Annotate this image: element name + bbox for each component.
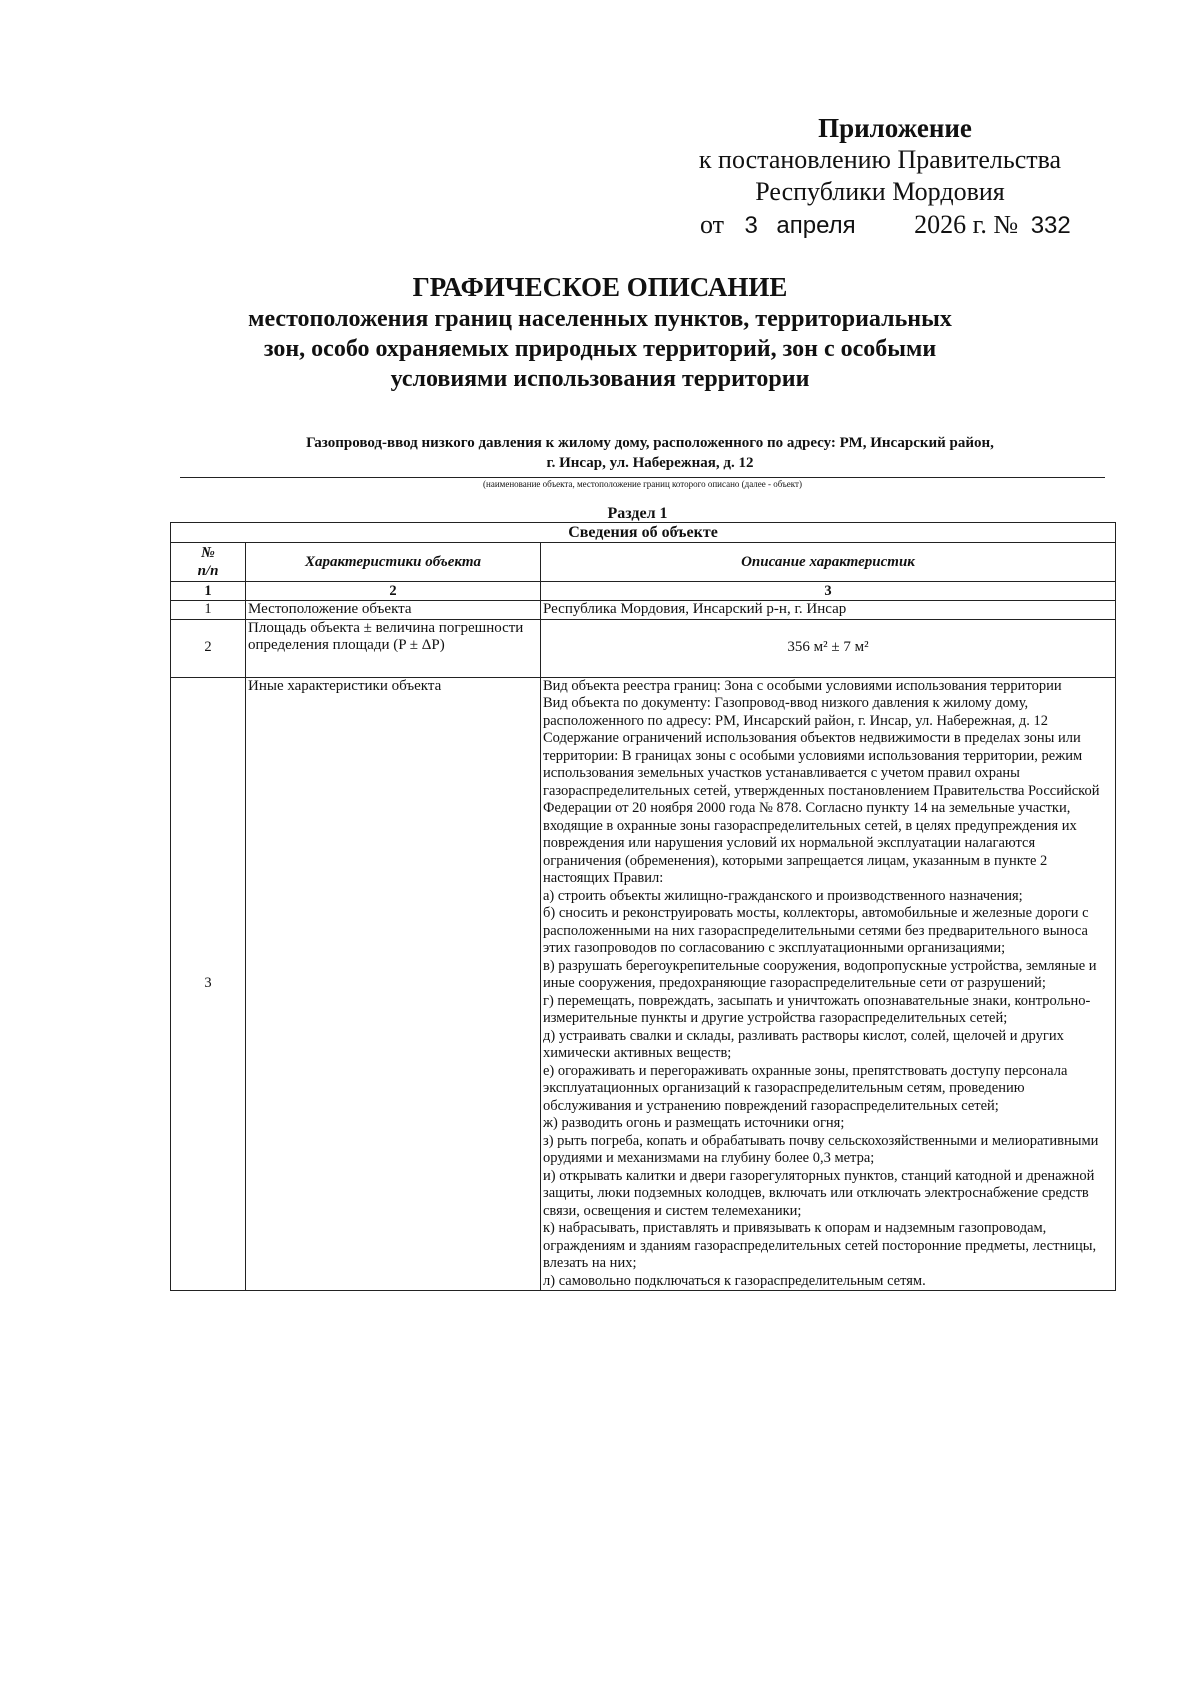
restriction-item: е) огораживать и перегораживать охранные зоны, препятствовать доступу персонала эксплуатационных организаций к газораспределительным сетям, проведению обслуживания и устранению повреждений газораспределительных сетей; [543, 1062, 1068, 1114]
appendix-line-1: к постановлению Правительства [698, 145, 1062, 174]
table-row [171, 677, 1116, 1291]
description-paragraph: Вид объекта по документу: Газопровод-ввод низкого давления к жилому дому, расположенного по адресу: РМ, Инсарский район, г. Инсар, ул. Набережная, д. 12 [543, 695, 1048, 729]
table-caption-row [171, 523, 1116, 543]
appendix-dateline [640, 208, 1120, 243]
restriction-item: л) самовольно подключаться к газораспределительным сетям. [543, 1272, 926, 1289]
document-subtitle-line-1: местоположения границ населенных пунктов, территориальных [248, 306, 952, 332]
column-header-number: № п/п [171, 543, 246, 582]
restriction-item: и) открывать калитки и двери газорегуляторных пунктов, станций катодной и дренажной защиты, люки подземных колодцев, включать или отключать электроснабжение средств связи, освещения и систем телемеханики; [543, 1167, 1095, 1219]
column-header-characteristics: Характеристики объекта [246, 543, 541, 582]
date-prefix: от [700, 210, 725, 239]
row-description: 356 м² ± 7 м² [541, 619, 1116, 677]
document-subtitle-line-2: зон, особо охраняемых природных территорий, зон с особыми [263, 336, 937, 362]
row-number: 1 [171, 601, 246, 620]
table-caption: Сведения об объекте [171, 523, 1116, 543]
section-title: Раздел 1 [607, 505, 668, 522]
restriction-item: к) набрасывать, приставлять и привязывать к опорам и надземным газопроводам, ограждениям и зданиям газораспределительных сетей посторонние предметы, лестницы, влезать на них; [543, 1220, 1097, 1271]
object-info-table [170, 522, 1116, 1291]
restriction-item: д) устраивать свалки и склады, разливать растворы кислот, солей, щелочей и других химически активных веществ; [543, 1027, 1064, 1061]
restriction-item: б) сносить и реконструировать мосты, коллекторы, автомобильные и железные дороги с расположенными на них газораспределительными сетями без предварительного выноса этих газопроводов по согласованию с эксплуатационными организациями; [543, 905, 1089, 956]
restriction-item: в) разрушать берегоукрепительные сооружения, водопропускные устройства, земляные и иные сооружения, предохраняющие газораспределительные сети от разрушений; [543, 957, 1097, 991]
row-characteristic: Площадь объекта ± величина погрешности определения площади (P ± ΔP) [246, 619, 541, 677]
restriction-item: з) рыть погреба, копать и обрабатывать почву сельскохозяйственными и мелиоративными орудиями и механизмами на глубину более 0,3 метра; [543, 1132, 1099, 1166]
restriction-item: г) перемещать, повреждать, засыпать и уничтожать опознавательные знаки, контрольно-измерительные пункты и другие устройства газораспределительных сетей; [543, 992, 1091, 1026]
restriction-item: ж) разводить огонь и размещать источники огня; [543, 1115, 845, 1131]
table-header-row [171, 543, 1116, 582]
object-name-caption: (наименование объекта, местоположение границ которого описано (далее - объект) [483, 479, 802, 489]
date-month: апреля [776, 212, 856, 239]
row-characteristic: Иные характеристики объекта [246, 677, 541, 1291]
row-number: 2 [171, 619, 246, 677]
description-paragraph: Вид объекта реестра границ: Зона с особыми условиями использования территории [543, 677, 1062, 694]
row-description: Республика Мордовия, Инсарский р-н, г. Инсар [541, 601, 1116, 620]
row-number: 3 [171, 677, 246, 1291]
date-day: 3 [744, 212, 758, 239]
document-number: 332 [1030, 212, 1071, 239]
column-number-1: 1 [171, 582, 246, 601]
document-subtitle-line-3: условиями использования территории [390, 366, 810, 392]
document-title: ГРАФИЧЕСКОЕ ОПИСАНИЕ [412, 272, 788, 302]
column-numbers-row [171, 582, 1116, 601]
restriction-item: а) строить объекты жилищно-гражданского и производственного назначения; [543, 887, 1023, 904]
table-row [171, 619, 1116, 677]
object-name-line-1: Газопровод-ввод низкого давления к жилому дому, расположенного по адресу: РМ, Инсарский район, [306, 435, 994, 451]
appendix-line-2: Республики Мордовия [755, 177, 1005, 206]
row-characteristic: Местоположение объекта [246, 601, 541, 620]
column-number-2: 2 [246, 582, 541, 601]
appendix-block [640, 112, 1120, 243]
object-name [175, 433, 1125, 473]
description-paragraph: Содержание ограничений использования объектов недвижимости в пределах зоны или территории: В границах зоны с особыми условиями использования территории, режим использования земельных участков устанавливается с учетом правил охраны газораспределительных сетей, утвержденных постановлением Правительства Российской Федерации от 20 ноября 2000 года № 878. Согласно пункту 14 на земельные участки, входящие в охранные зоны газораспределительных сетей, в целях предупреждения их повреждения или нарушения условий их нормальной эксплуатации налагаются ограничения (обременения), которыми запрещается лицам, указанным в пункте 2 настоящих Правил: [543, 730, 1100, 886]
column-number-3: 3 [541, 582, 1116, 601]
object-name-line-2: г. Инсар, ул. Набережная, д. 12 [546, 455, 754, 471]
row-description [541, 677, 1116, 1291]
appendix-title: Приложение [818, 113, 972, 143]
column-header-description: Описание характеристик [541, 543, 1116, 582]
date-year: 2026 г. № [914, 210, 1019, 239]
table-row [171, 601, 1116, 620]
document-heading [150, 270, 1050, 394]
